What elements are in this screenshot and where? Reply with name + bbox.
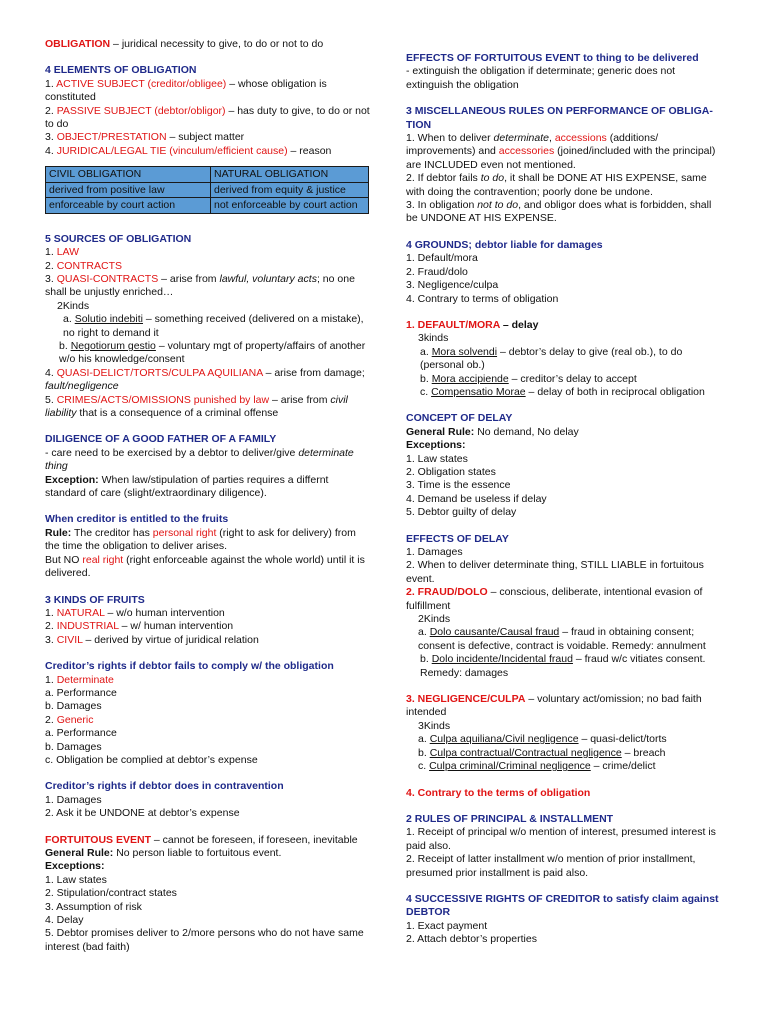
civil-natural-table (45, 166, 369, 214)
effects-delay-heading: EFFECTS OF DELAY (406, 532, 509, 545)
misc-rule-item: 3. In obligation not to do, and obligor does what is forbidden, shall be UNDONE AT HIS EXPENSE. (406, 199, 712, 225)
principal-heading: 2 RULES OF PRINCIPAL & INSTALLMENT (406, 812, 614, 825)
fail-heading: Creditor’s rights if debtor fails to comply w/ the obligation (45, 660, 334, 673)
default-heading: 1. DEFAULT/MORA – delay (406, 318, 539, 331)
fail-item: 1. Determinate (45, 673, 114, 686)
effects-fortuitous-heading: EFFECTS OF FORTUITOUS EVENT to thing to be delivered (406, 52, 699, 64)
fruit-item: 3. CIVIL – derived by virtue of juridical relation (45, 633, 259, 646)
misc-rules-heading: 3 MISCELLANEOUS RULES ON PERFORMANCE OF OBLIGA-TION (406, 105, 713, 131)
contravention-item: 2. Ask it be UNDONE at debtor’s expense (45, 807, 240, 820)
fruits-rule-cont: But NO real right (right enforceable against the whole world) until it is delivered. (45, 553, 365, 580)
source-item: 1. LAW (45, 246, 80, 259)
right-column (406, 52, 724, 947)
fortuitous-exception-item: 2. Stipulation/contract states (45, 887, 177, 900)
left-column (45, 38, 370, 954)
concept-general-rule: General Rule: No demand, No delay (406, 425, 579, 438)
table-cell: not enforceable by court action (211, 198, 369, 214)
table-cell: enforceable by court action (46, 198, 211, 214)
fortuitous-general-rule: General Rule: No person liable to fortuitous event. (45, 847, 282, 859)
table-row (46, 198, 369, 214)
table-row (46, 182, 369, 198)
concept-exception-item: 4. Demand be useless if delay (406, 492, 547, 505)
table-header-row (46, 167, 369, 183)
fortuitous-exceptions-label: Exceptions: (45, 860, 105, 873)
concept-exception-item: 2. Obligation states (406, 465, 496, 478)
fail-subitem: b. Damages (45, 740, 102, 753)
sources-heading: 5 SOURCES OF OBLIGATION (45, 232, 192, 245)
grounds-item: 2. Fraud/dolo (406, 265, 468, 278)
successive-item: 1. Exact payment (406, 919, 488, 932)
table-cell: derived from equity & justice (211, 182, 369, 198)
fruit-item: 1. NATURAL – w/o human intervention (45, 606, 225, 619)
element-item: 4. JURIDICAL/LEGAL TIE (vinculum/efficient cause) – reason (45, 144, 332, 157)
source-item: 2. CONTRACTS (45, 259, 123, 272)
fortuitous-definition: FORTUITOUS EVENT – cannot be foreseen, if foreseen, inevitable (45, 833, 358, 846)
source-item: 4. QUASI-DELICT/TORTS/CULPA AQUILIANA – arise from damage; fault/negligence (45, 366, 365, 393)
fortuitous-exception-item: 4. Delay (45, 914, 84, 927)
successive-heading: 4 SUCCESSIVE RIGHTS OF CREDITOR to satisfy claim against DEBTOR (406, 892, 719, 919)
fortuitous-exception-item: 3. Assumption of risk (45, 900, 142, 913)
negligence-subitem: b. Culpa contractual/Contractual negligence – breach (418, 746, 666, 759)
contravention-item: 1. Damages (45, 793, 102, 806)
source-subitem: a. Solutio indebiti – something received (delivered on a mistake), no right to demand it (63, 313, 364, 339)
fraud-subitem: a. Dolo causante/Causal fraud – fraud in obtaining consent; consent is defective, contract is voidable. Remedy: annulment (418, 626, 706, 652)
concept-exceptions-label: Exceptions: (406, 439, 466, 452)
negligence-heading: 3. NEGLIGENCE/CULPA – voluntary act/omission; no bad faith intended (406, 693, 702, 719)
negligence-subitem: a. Culpa aquiliana/Civil negligence – quasi-delict/torts (418, 733, 667, 746)
effects-delay-item: 1. Damages (406, 546, 463, 558)
table-cell: derived from positive law (46, 182, 211, 198)
element-item: 2. PASSIVE SUBJECT (debtor/obligor) – has duty to give, to do or not to do (45, 104, 370, 131)
effects-fortuitous-text: - extinguish the obligation if determinate; generic does not extinguish the obligation (406, 65, 676, 91)
fail-subitem: a. Performance (45, 727, 117, 740)
fraud-heading: 2. FRAUD/DOLO – conscious, deliberate, intentional evasion of fulfillment (406, 586, 703, 612)
diligence-exception: Exception: When law/stipulation of parties requires a differnt standard of care (slight/extraordinary diligence). (45, 473, 329, 500)
effects-delay-item: 2. When to deliver determinate thing, STILL LIABLE in fortuitous event. (406, 559, 704, 585)
default-subitem: a. Mora solvendi – debtor’s delay to give (real ob.), to do (personal ob.) (420, 345, 683, 372)
element-item: 3. OBJECT/PRESTATION – subject matter (45, 131, 245, 144)
principal-item: 1. Receipt of principal w/o mention of interest, presumed interest is paid also. (406, 826, 716, 852)
contravention-heading: Creditor’s rights if debtor does in contravention (45, 780, 284, 793)
source-item: 5. CRIMES/ACTS/OMISSIONS punished by law – arise from civil liability that is a consequence of a criminal offense (45, 393, 348, 420)
fail-item: 2. Generic (45, 713, 94, 726)
principal-item: 2. Receipt of latter installment w/o mention of prior installment, presumed prior installment is paid also. (406, 853, 696, 879)
fruits-heading: When creditor is entitled to the fruits (45, 513, 229, 526)
source-subitem: b. Negotiorum gestio – voluntary mgt of property/affairs of another w/o his knowledge/consent (59, 340, 366, 366)
concept-exception-item: 5. Debtor guilty of delay (406, 506, 517, 519)
grounds-item: 1. Default/mora (406, 252, 478, 265)
grounds-heading: 4 GROUNDS; debtor liable for damages (406, 238, 603, 251)
fail-subitem: a. Performance (45, 686, 117, 699)
fruit-item: 2. INDUSTRIAL – w/ human intervention (45, 620, 234, 633)
table-header-cell: CIVIL OBLIGATION (46, 167, 211, 183)
grounds-item: 3. Negligence/culpa (406, 279, 499, 292)
source-item: 3. QUASI-CONTRACTS – arise from lawful, voluntary acts; no one shall be unjustly enriched… (45, 272, 355, 299)
fruits-rule: Rule: The creditor has personal right (right to ask for delivery) from the time the obligation to deliver arises. (45, 526, 356, 553)
contrary-heading: 4. Contrary to the terms of obligation (406, 786, 591, 799)
concept-exception-item: 1. Law states (406, 452, 468, 465)
obligation-term: OBLIGATION (45, 38, 111, 50)
default-subitem: b. Mora accipiende – creditor’s delay to accept (420, 372, 637, 385)
diligence-heading: DILIGENCE OF A GOOD FATHER OF A FAMILY (45, 433, 277, 446)
fail-subitem: c. Obligation be complied at debtor’s expense (45, 753, 258, 766)
default-subitem: c. Compensatio Morae – delay of both in reciprocal obligation (420, 385, 705, 398)
fail-subitem: b. Damages (45, 700, 102, 713)
fortuitous-exception-item: 5. Debtor promises deliver to 2/more persons who do not have same interest (bad faith) (45, 927, 364, 953)
diligence-text: - care need to be exercised by a debtor to deliver/give determinate thing (45, 446, 354, 473)
obligation-definition (45, 38, 370, 51)
default-kinds: 3kinds (418, 332, 449, 345)
concept-delay-heading: CONCEPT OF DELAY (406, 412, 513, 425)
misc-rule-item: 2. If debtor fails to do, it shall be DONE AT HIS EXPENSE, same with doing the contravention; poorly done be undone. (406, 172, 707, 198)
element-item: 1. ACTIVE SUBJECT (creditor/obligee) – whose obligation is constituted (45, 77, 327, 104)
concept-exception-item: 3. Time is the essence (406, 479, 511, 492)
source-kinds: 2Kinds (57, 299, 90, 312)
obligation-def: – juridical necessity to give, to do or not to do (110, 38, 324, 50)
negligence-subitem: c. Culpa criminal/Criminal negligence – crime/delict (418, 760, 656, 773)
grounds-item: 4. Contrary to terms of obligation (406, 292, 559, 305)
misc-rule-item: 1. When to deliver determinate, accessions (additions/ improvements) and accessories (joined/included with the principal) are INCLUDED even not mentioned. (406, 132, 716, 171)
kinds-fruits-heading: 3 KINDS OF FRUITS (45, 593, 145, 606)
table-header-cell: NATURAL OBLIGATION (211, 167, 369, 183)
successive-item: 2. Attach debtor’s properties (406, 933, 537, 946)
fraud-subitem: b. Dolo incidente/Incidental fraud – fraud w/c vitiates consent. Remedy: damages (420, 653, 706, 679)
fortuitous-exception-item: 1. Law states (45, 873, 107, 886)
elements-heading: 4 ELEMENTS OF OBLIGATION (45, 64, 197, 77)
fraud-kinds: 2Kinds (418, 613, 451, 626)
negligence-kinds: 3Kinds (418, 719, 451, 732)
